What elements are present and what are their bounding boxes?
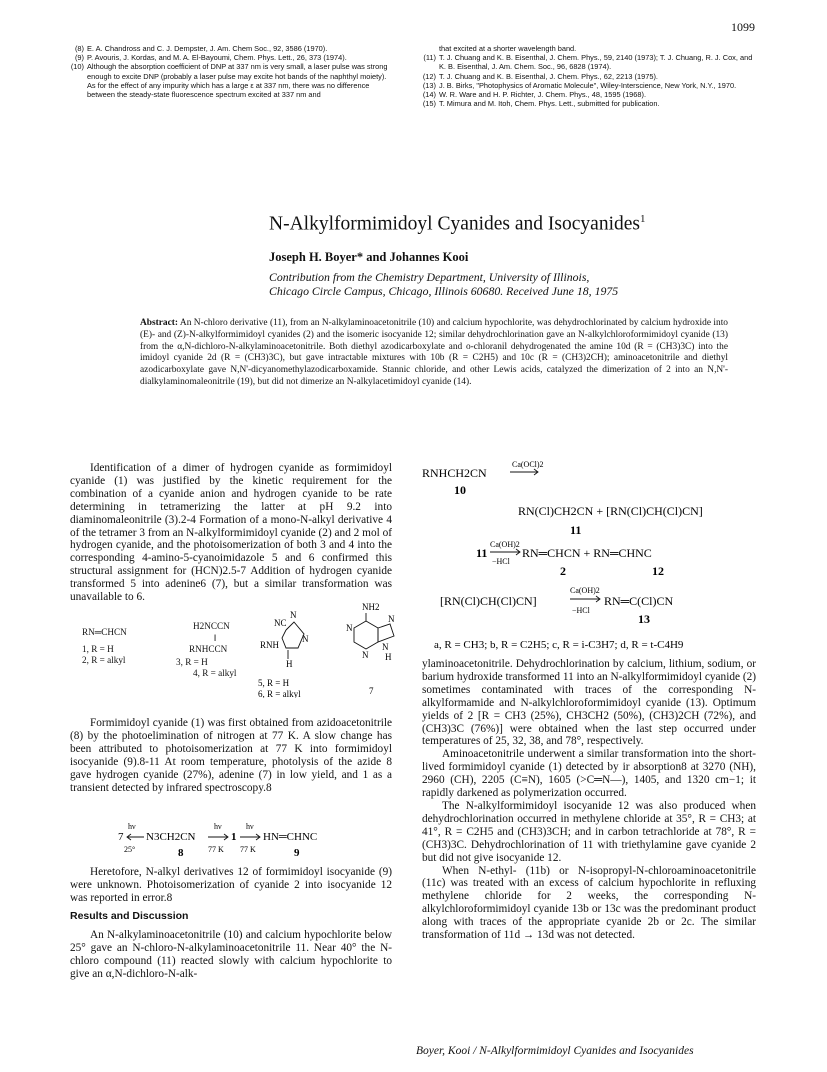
structure-1-2: RN═CHCN 1, R = H 2, R = alkyl (82, 627, 127, 665)
reaction-scheme (420, 455, 760, 685)
abstract: Abstract: An N-chloro derivative (11), from an N-alkylaminoacetonitrile (10) and calcium hypochlorite, was dehydrochlorinated by calcium hydroxide into (E)- and (Z)-N-alkylformimidoyl cyanides (2) and the isomeric isocyanide 12; similar dehydrochlorination gave an N-alkylchloroformimidoyl cyanide (13) from the α,N-dichloro-N-alkylaminoacetonitrile. Both diethyl azodicarboxylate and o-chloranil dehydrogenated the amine 10d (R = (CH3)3C) into the imidoyl cyanide 2d (R = (CH3)3C), but gave intractable mixtures with 10b (R = C2H5) and 10c (R = (CH3)2CH); aminoacetonitrile and diethyl azodicarboxylate gave N,N'-dicyanomethylazodicarboxamide. Stannic chloride, and other Lewis acids, catalyzed the dimerization of 2 into an N,N'-dialkylaminomaleonitrile (19), but did not dimerize an N-alkylacetimidoyl cyanide (14). (140, 318, 728, 387)
svg-text:5, R = H: 5, R = H (258, 678, 290, 688)
left-column-p2 (70, 717, 392, 794)
section-heading: Results and Discussion (70, 910, 189, 922)
svg-text:13: 13 (638, 612, 650, 626)
svg-text:7: 7 (118, 831, 124, 843)
svg-text:H: H (385, 652, 392, 662)
reference-item: (11) T. J. Chuang and K. B. Eisenthal, J. Chem. Phys., 59, 2140 (1973); T. J. Chuang, R. J. Cox, and K. B. Eisenthal, J. Am. Chem. Soc., 96, 6828 (1974). (423, 53, 753, 72)
svg-text:N: N (346, 623, 353, 633)
svg-text:RN(Cl)CH2CN + [RN(Cl)CH(Cl)CN]: RN(Cl)CH2CN + [RN(Cl)CH(Cl)CN] (518, 504, 703, 518)
svg-text:25°: 25° (124, 845, 136, 854)
svg-text:Ca(OH)2: Ca(OH)2 (570, 586, 600, 595)
svg-text:1: 1 (231, 831, 237, 843)
svg-text:RNHCH2CN: RNHCH2CN (422, 466, 487, 480)
adenine-structure-7 (336, 598, 398, 702)
left-column-p3 (70, 866, 392, 905)
paragraph: Aminoacetonitrile underwent a similar transformation into the short-lived formimidoyl cyanide (1) detected by ir absorption8 at 3270 (NH), 2960 (CH), 2205 (C≡N), 1605 (>C═N—), 1405, and 1320 cm−1; it rapidly darkened as polymerization occurred. (422, 748, 756, 800)
running-footer: Boyer, Kooi / N-Alkylformimidoyl Cyanides and Isocyanides (416, 1045, 694, 1057)
affiliation: Contribution from the Chemistry Department, University of Illinois, Chicago Circle Campus, Chicago, Illinois 60680. Received June 18, 1975 (269, 270, 619, 298)
svg-text:11: 11 (570, 523, 582, 537)
reference-item: (8) E. A. Chandross and C. J. Dempster, J. Am. Chem Soc., 92, 3586 (1970). (74, 44, 328, 53)
svg-text:10: 10 (454, 483, 466, 497)
authors: Joseph H. Boyer* and Johannes Kooi (269, 250, 469, 264)
svg-text:Ca(OH)2: Ca(OH)2 (490, 540, 520, 549)
svg-text:2: 2 (560, 564, 566, 578)
svg-text:RNH: RNH (260, 640, 280, 650)
left-column-intro (70, 462, 392, 604)
svg-text:N: N (388, 614, 395, 624)
left-column-p4 (70, 929, 392, 981)
reference-item: (15) T. Mimura and M. Itoh, Chem. Phys. Lett., submitted for publication. (422, 99, 660, 109)
svg-text:−HCl: −HCl (492, 557, 510, 566)
paragraph: An N-alkylaminoacetonitrile (10) and calcium hypochlorite below 25° gave an N-chloro-N-alkylaminoacetonitrile 11. Near 40° the N-chloro compound (11) reacted slowly with calcium hypochlorite to give an α,N-dichloro-N-alk- (70, 929, 392, 980)
svg-text:H: H (286, 659, 293, 669)
reference-item: (13) J. B. Birks, "Photophysics of Aromatic Molecule", Wiley-Interscience, New York, N.Y., 1970. (422, 80, 737, 90)
svg-text:7: 7 (369, 686, 374, 696)
svg-text:8: 8 (178, 847, 184, 859)
right-column-text (422, 658, 756, 942)
svg-text:12: 12 (652, 564, 664, 578)
svg-text:N: N (382, 642, 389, 652)
svg-text:hν: hν (246, 822, 254, 831)
svg-text:N: N (302, 634, 309, 644)
reference-item: (14) W. R. Ware and H. P. Richter, J. Chem. Phys., 48, 1595 (1968). (422, 90, 647, 100)
svg-text:N: N (362, 650, 369, 660)
svg-text:hν: hν (214, 822, 222, 831)
svg-text:11: 11 (476, 546, 488, 560)
references-right (422, 44, 756, 108)
svg-text:[RN(Cl)CH(Cl)CN]: [RN(Cl)CH(Cl)CN] (440, 594, 537, 608)
reference-item: that excited at a shorter wavelength band. (439, 44, 577, 53)
svg-text:Ca(OCl)2: Ca(OCl)2 (512, 460, 544, 469)
svg-text:9: 9 (294, 847, 300, 859)
svg-text:HN═CHNC: HN═CHNC (263, 831, 318, 843)
svg-text:77 K: 77 K (240, 845, 256, 854)
paragraph: The N-alkylformimidoyl isocyanide 12 was also produced when dehydrochlorination occurred in methylene chloride at 35°, R = CH3; at 41°, R = C2H5 and (CH3)3CH; and in carbon tetrachloride at 78°, R = (CH3)3C. Dehydrochlorination of 11 with triethylamine gave cyanide 2 but did not give isocyanide 12. (422, 799, 756, 864)
svg-text:RN═CHCN + RN═CHNC: RN═CHCN + RN═CHNC (522, 546, 652, 560)
photolysis-equation (118, 818, 378, 862)
reference-item: (9) P. Avouris, J. Kordas, and M. A. El-Bayoumi, Chem. Phys. Lett., 26, 373 (1974). (74, 53, 347, 63)
paragraph: Heretofore, N-alkyl derivatives 12 of formimidoyl isocyanide (9) were unknown. Photoisomerization of cyanide 2 into isocyanide 12 was reported in error.8 (70, 866, 392, 904)
structure-3-4: H2NCCN ‖ RNHCCN 3, R = H 4, R = alkyl (176, 621, 237, 678)
reference-item: (10) Although the absorption coefficient of DNP at 337 nm is very small, a laser pulse was strong enough to excite DNP (probably a laser pulse may excite hot bands of the naphthyl moiety). As for the effect of any impurity which has a large ε at 337 nm, there was no difference between the steady-state fluorescence spectrum excited at 337 nm and (70, 62, 388, 100)
paragraph: Formimidoyl cyanide (1) was first obtained from azidoacetonitrile (8) by the photoelimination of nitrogen at 77 K. A slow change has been attributed to photoisomerization at 77 K into formimidoyl isocyanide (9).8-11 At room temperature, photolysis of the azide 8 gave hydrogen cyanide (27%), adenine (7) in low yield, and 1 as a transient detected by infrared spectroscopy.8 (70, 717, 392, 794)
references-left (70, 44, 392, 99)
svg-text:N: N (290, 610, 297, 620)
svg-text:hν: hν (128, 822, 136, 831)
reference-item: (12) T. J. Chuang and K. B. Eisenthal, J. Chem. Phys., 62, 2213 (1975). (422, 71, 658, 81)
svg-text:NH2: NH2 (362, 602, 380, 612)
paragraph: Identification of a dimer of hydrogen cyanide as formimidoyl cyanide (1) was justified by the kinetic requirement for the combination of a cyanide anion and hydrogen cyanide to be rate determining in tetramerizing the latter at pH 9.2 into diaminomaleonitrile (3).2-4 Formation of a mono-N-alkyl derivative 4 of the tetramer 3 from an N-alkylformimidoyl cyanide (2) and 2 mol of hydrogen cyanide, and the photoisomerization of both 3 and 4 into the corresponding 4-amino-5-cyanoimidazole 5 and 6 confirmed this structural assignment for (HCN)2.5-7 Addition of hydrogen cyanide transformed 5 into adenine6 (7), but a similar transformation was unavailable to 6. (70, 462, 392, 604)
svg-text:a, R = CH3; b, R = C2H5; c, R: a, R = CH3; b, R = C2H5; c, R = i-C3H7; d, R = t-C4H9 (434, 639, 684, 651)
article-title: N-Alkylformimidoyl Cyanides and Isocyanides$^1$ (269, 213, 646, 235)
page-number: 1099 (731, 20, 755, 34)
svg-text:NC: NC (274, 618, 287, 628)
svg-text:RN═C(Cl)CN: RN═C(Cl)CN (604, 594, 674, 608)
imidazole-structure-5-6 (258, 604, 338, 698)
svg-text:N3CH2CN: N3CH2CN (146, 831, 196, 843)
paragraph: When N-ethyl- (11b) or N-isopropyl-N-chloroaminoacetonitrile (11c) was treated with an excess of calcium hypochlorite in refluxing methylene chloride for 2 weeks, the corresponding N-alkylchloroformimidoyl cyanide 13b or 13c was the predominant product along with traces of the appropriate cyanide 2b or 2c. The similar transformation of 11d → 13d was not detected. (422, 864, 756, 942)
svg-text:−HCl: −HCl (572, 606, 590, 615)
paragraph: ylaminoacetonitrile. Dehydrochlorination by calcium, lithium, sodium, or barium hydroxide transformed 11 into an N-alkylformimidoyl cyanide (2) sometimes contaminated with traces of the corresponding N-alkylformamide and N-alkylchloroformimidoyl cyanide (13). Optimum yields of 2 [R = CH3 (25%), CH3CH2 (50%), (CH3)2CH (72%), and (CH3)3C (76%)] were obtained when the last step occurred under temperatures of 25, 32, 38, and 78°, respectively. (422, 658, 757, 748)
svg-text:6, R = alkyl: 6, R = alkyl (258, 689, 301, 698)
svg-text:77 K: 77 K (208, 845, 224, 854)
